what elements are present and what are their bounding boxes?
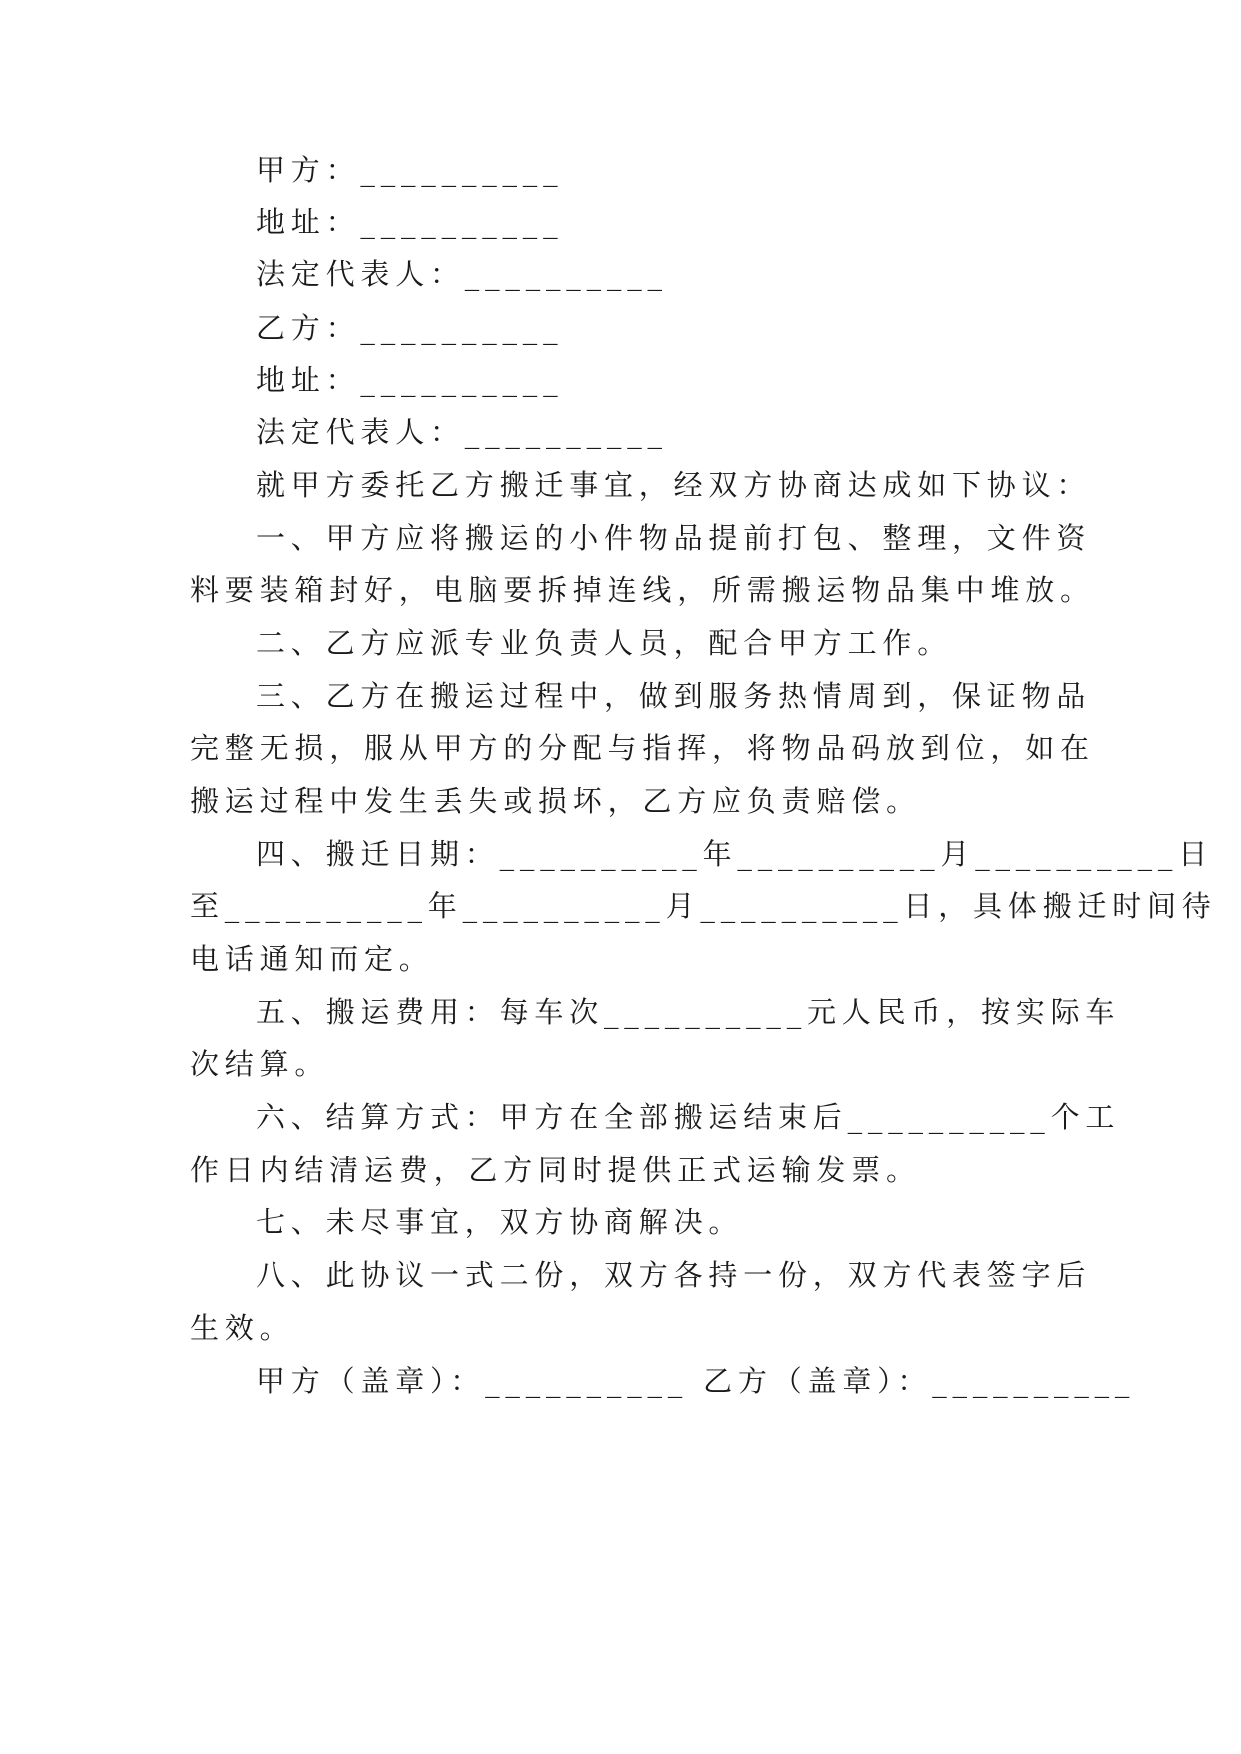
party-a-legal-rep: 法定代表人：__________: [256, 257, 668, 291]
party-b-name: 乙方：__________: [256, 311, 564, 345]
party-b-address: 地址：__________: [256, 363, 564, 397]
clause-3-line-2: 完整无损，服从甲方的分配与指挥，将物品码放到位，如在: [190, 731, 1095, 765]
clause-3-line-1: 三、乙方在搬运过程中，做到服务热情周到，保证物品: [256, 679, 1092, 713]
clause-3-line-3: 搬运过程中发生丢失或损坏，乙方应负责赔偿。: [190, 784, 921, 818]
clause-4-line-1: 四、搬迁日期：__________年__________月__________日: [256, 837, 1213, 871]
party-b-legal-rep: 法定代表人：__________: [256, 415, 668, 449]
clause-2: 二、乙方应派专业负责人员，配合甲方工作。: [256, 626, 953, 660]
agreement-intro: 就甲方委托乙方搬迁事宜，经双方协商达成如下协议：: [256, 468, 1092, 502]
signature-line: 甲方（盖章）：__________ 乙方（盖章）：__________: [256, 1364, 1136, 1398]
clause-5-line-1: 五、搬运费用：每车次__________元人民币，按实际车: [256, 995, 1121, 1029]
clause-4-line-2: 至__________年__________月__________日，具体搬迁时间待: [190, 889, 1217, 923]
clause-7: 七、未尽事宜，双方协商解决。: [256, 1205, 744, 1239]
clause-6-line-1: 六、结算方式：甲方在全部搬运结束后__________个工: [256, 1100, 1121, 1134]
party-a-name: 甲方：__________: [256, 153, 564, 187]
clause-8-line-2: 生效。: [190, 1311, 295, 1345]
clause-1-line-2: 料要装箱封好，电脑要拆掉连线，所需搬运物品集中堆放。: [190, 573, 1095, 607]
clause-8-line-1: 八、此协议一式二份，双方各持一份，双方代表签字后: [256, 1258, 1092, 1292]
clause-4-line-3: 电话通知而定。: [190, 942, 434, 976]
clause-1-line-1: 一、甲方应将搬运的小件物品提前打包、整理，文件资: [256, 521, 1092, 555]
party-a-address: 地址：__________: [256, 205, 564, 239]
clause-5-line-2: 次结算。: [190, 1047, 330, 1081]
clause-6-line-2: 作日内结清运费，乙方同时提供正式运输发票。: [190, 1153, 921, 1187]
